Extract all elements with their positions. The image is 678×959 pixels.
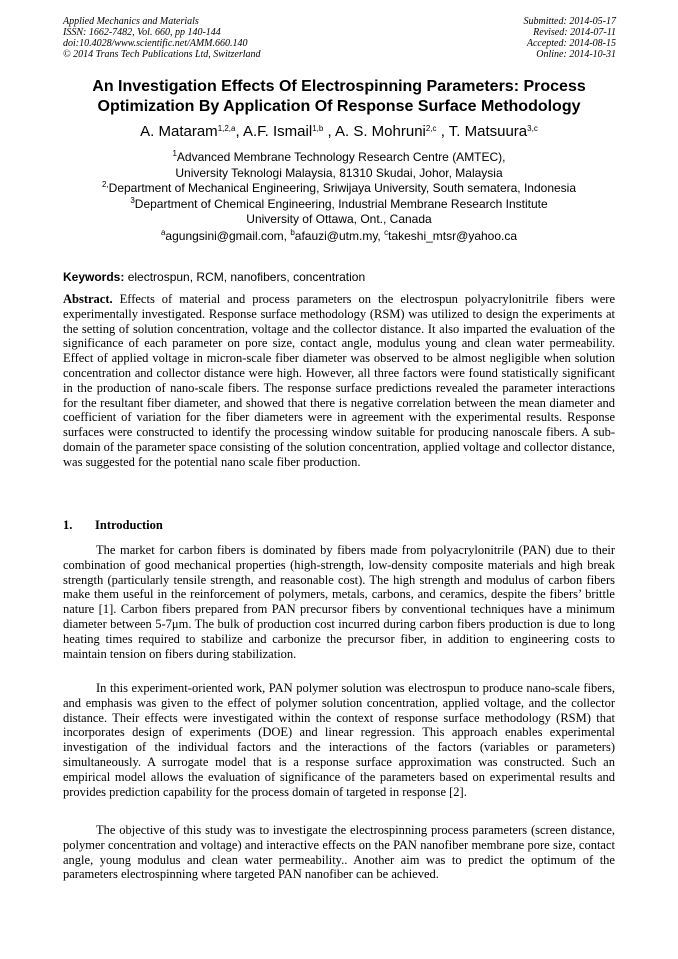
affiliation-line [40,212,638,228]
author-affiliation-marker: 1,b [312,124,324,133]
journal-name: Applied Mechanics and Materials [63,16,199,27]
affiliation-line [40,181,638,197]
author-affiliation-marker: 2,c [425,124,437,133]
date-revised: Revised: 2014-07-11 [533,27,616,38]
journal-header [63,16,261,60]
keywords-label: Keywords: [63,270,125,284]
email-marker: b [290,228,295,237]
date-accepted: Accepted: 2014-08-15 [526,38,616,49]
affiliation-marker: 1 [172,149,177,158]
author-affiliation-marker: 3,c [527,124,538,133]
abstract [63,292,615,470]
section-number: 1. [63,518,73,532]
section-heading [63,518,163,533]
author-emails [40,229,638,244]
email-address: takeshi_mtsr@yahoo.ca [388,229,518,243]
journal-doi: doi:10.4028/www.scientific.net/AMM.660.140 [63,38,248,49]
author-separator: , [323,123,335,140]
dates-header [524,16,617,60]
affiliation-text: Department of Mechanical Engineering, Sriwijaya University, South sematera, Indonesia [108,181,576,195]
paper-title [60,77,618,117]
author-affiliation-marker: 1,2,a [217,124,236,133]
affiliation-marker: 2, [101,180,109,189]
email-address: afauzi@utm.my, [294,229,385,243]
date-submitted: Submitted: 2014-05-17 [523,16,616,27]
affiliation-text: University of Ottawa, Ont., Canada [246,212,432,226]
affiliation-text: Advanced Membrane Technology Research Centre (AMTEC), [176,150,506,164]
email-marker: c [384,228,389,237]
affiliations [40,150,638,228]
title-line: An Investigation Effects Of Electrospinning Parameters: Process [92,78,586,95]
author-name: A.F. Ismail [243,123,313,140]
abstract-text: Effects of material and process parameters on the electrospun polyacrylonitrile fibers were experimentally investigated. Response surface methodology (RSM) was utilized to design the experiments at the setting of solution concentration, voltage and the collector distance. It also imparted the evaluation of the significance of each parameter on pore size, contact angle, modulus young and clean water permeability. Effect of applied voltage in micron-scale fiber diameter was observed to be almost negligible when solution concentration and collector distance were high. However, all three factors were found statistically significant in the production of nano-scale fibers. The response surface predictions revealed the parameter interactions for the resultant fiber diameter, and showed that there is negative correlation between the mean diameter and coefficient of variation for the fiber diameters were in agreement with the experimental results. Response surfaces were constructed to identify the processing window suitable for producing nanoscale fibers. A sub-domain of the parameter space consisting of the solution concentration, applied voltage and collector distance, was suggested for the potential nano scale fiber production. [63,292,615,469]
email-marker: a [160,228,166,237]
title-line: Optimization By Application Of Response Surface Methodology [97,98,581,115]
keywords-text: electrospun, RCM, nanofibers, concentration [124,270,366,284]
author-separator: , [436,123,449,140]
email-address: agungsini@gmail.com, [165,229,291,243]
affiliation-text: University Teknologi Malaysia, 81310 Skudai, Johor, Malaysia [175,165,503,180]
author-separator: , [235,123,243,140]
author-name: T. Matsuura [448,123,528,140]
affiliation-line [40,166,638,182]
body-paragraph: The objective of this study was to investigate the electrospinning process parameters (screen distance, polymer concentration and voltage) and interactive effects on the PAN nanofiber membrane pore size, contact angle, young modulus and clean water permeability.. Another aim was to predict the optimum of the parameters electrospinning where targeted PAN nanofiber can be achieved. [63,823,615,882]
author-name: A. Mataram [140,123,218,140]
section-title: Introduction [95,518,163,532]
keywords [63,270,615,285]
body-paragraph: The market for carbon fibers is dominated by fibers made from polyacrylonitrile (PAN) due to their combination of good mechanical properties (high-strength, low-density composite materials and high break strength (particularly tensile strength, and reasonable cost). The high strength and modulus of carbon fibers make them useful in the reinforcement of polymers, metals, carbons, and ceramics, despite the fibers’ brittle nature [1]. Carbon fibers prepared from PAN precursor fibers by conventional techniques have a minimum diameter between 5-7μm. The bulk of production cost incurred during carbon fibers production is due to long heating times required to stabilize and carbonize the precursor fiber, in addition to engineering costs to maintain tension on fibers during stabilization. [63,543,615,661]
journal-copyright: © 2014 Trans Tech Publications Ltd, Switzerland [63,49,261,60]
date-online: Online: 2014-10-31 [536,49,616,60]
affiliation-line [40,197,638,213]
affiliation-line [40,150,638,166]
abstract-label: Abstract. [63,292,113,306]
author-name: A. S. Mohruni [335,123,426,140]
journal-issn: ISSN: 1662-7482, Vol. 660, pp 140-144 [63,27,221,38]
affiliation-marker: 3 [130,195,135,205]
body-paragraph: In this experiment-oriented work, PAN polymer solution was electrospun to produce nano-scale fibers, and emphasis was given to the effect of polymer solution concentration, applied voltage, and the collector distance. Their effects were investigated within the context of response surface methodology (RSM) that incorporates design of experiments (DOE) and linear regression. This approach enables experimental investigation of the individual factors and the interactions of the factors (variables or parameters) simultaneously. A surrogate model that is a response surface approximation was constructed. Such an empirical model allows the evaluation of significance of the parameters based on experimental results and provides prediction capability for the process domain of targeted in response [2]. [63,681,615,799]
affiliation-text: Department of Chemical Engineering, Industrial Membrane Research Institute [134,196,548,211]
author-list [40,123,638,141]
